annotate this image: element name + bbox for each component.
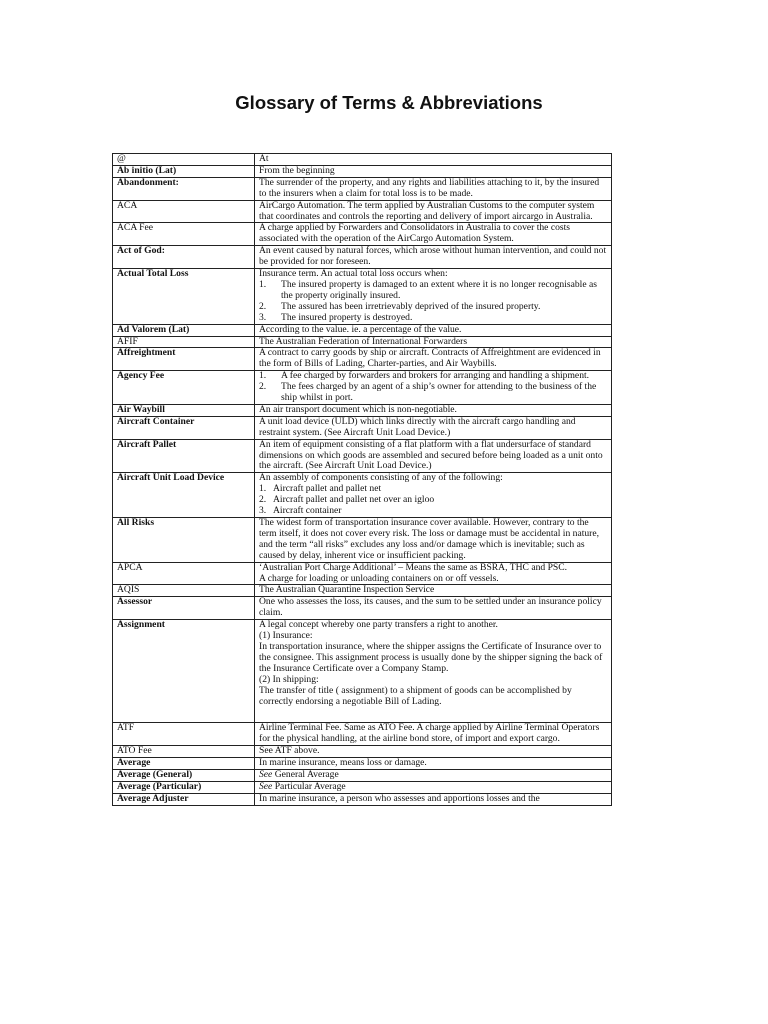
definition-text: From the beginning: [259, 164, 335, 176]
glossary-row: [113, 439, 612, 473]
glossary-term: ATO Fee: [113, 746, 255, 758]
glossary-definition: [255, 416, 612, 439]
glossary-row: [113, 793, 612, 805]
numbered-item: [259, 506, 608, 517]
item-text: The fees charged by an agent of a ship’s owner for attending to the business of the ship whilst in port.: [281, 381, 597, 404]
numbered-item: [259, 382, 608, 404]
glossary-row: [113, 200, 612, 223]
definition-text: [259, 770, 608, 781]
glossary-term: Average Adjuster: [113, 793, 255, 805]
definition-text: One who assesses the loss, its causes, and the sum to be settled under an insurance policy claim.: [259, 596, 602, 619]
glossary-table: [112, 153, 612, 806]
glossary-term: Ad Valorem (Lat): [113, 324, 255, 336]
glossary-row: [113, 165, 612, 177]
definition-text: A contract to carry goods by ship or aircraft. Contracts of Affreightment are evidenced in the form of Bills of Lading, Charter-parties, and Air Waybills.: [259, 347, 601, 370]
definition-text: The transfer of title ( assignment) to a shipment of goods can be accomplished by correctly endorsing a negotiable Bill of Lading.: [259, 684, 572, 707]
glossary-row: [113, 781, 612, 793]
definition-text: The widest form of transportation insurance cover available. However, contrary to the term itself, it does not cover every risk. The loss or damage must be accidental in nature, and the term “all risks” excludes any loss and/or damage which is inevitable; such as caused by delay, inherent vice or insufficient packing.: [259, 517, 600, 561]
definition-text: In marine insurance, a person who assesses and apportions losses and the: [259, 792, 540, 804]
glossary-term: All Risks: [113, 518, 255, 563]
glossary-term: Assessor: [113, 597, 255, 620]
definition-text: A legal concept whereby one party transfers a right to another.: [259, 619, 498, 631]
glossary-row: [113, 758, 612, 770]
glossary-term: ATF: [113, 723, 255, 746]
definition-text: An assembly of components consisting of any of the following:: [259, 472, 503, 484]
glossary-row: [113, 597, 612, 620]
glossary-definition: [255, 177, 612, 200]
glossary-definition: [255, 269, 612, 325]
glossary-term: Average (Particular): [113, 781, 255, 793]
definition-text: At: [259, 153, 269, 164]
glossary-row: [113, 473, 612, 518]
definition-text: In marine insurance, means loss or damage.: [259, 757, 427, 769]
definition-text: AirCargo Automation. The term applied by Australian Customs to the computer system that coordinates and controls the reporting and delivery of import aircargo in Australia.: [259, 199, 595, 222]
glossary-row: [113, 746, 612, 758]
item-text: Aircraft container: [273, 505, 342, 517]
glossary-definition: [255, 723, 612, 746]
glossary-definition: [255, 165, 612, 177]
glossary-row: [113, 246, 612, 269]
glossary-definition: [255, 518, 612, 563]
glossary-term: Abandonment:: [113, 177, 255, 200]
item-text: Aircraft pallet and pallet net over an igloo: [273, 494, 435, 506]
definition-text: See ATF above.: [259, 745, 320, 757]
definition-text: ‘Australian Port Charge Additional’ – Means the same as BSRA, THC and PSC.: [259, 561, 568, 573]
glossary-term: Aircraft Container: [113, 416, 255, 439]
item-number: 2.: [259, 300, 267, 312]
definition-text: The surrender of the property, and any rights and liabilities attaching to it, by the insured to the insurers when a claim for total loss is to be made.: [259, 176, 600, 199]
glossary-row: [113, 562, 612, 585]
glossary-row: [113, 585, 612, 597]
item-text: The insured property is destroyed.: [281, 311, 413, 323]
glossary-row: [113, 223, 612, 246]
page-title: Glossary of Terms & Abbreviations: [235, 92, 543, 113]
glossary-term: Aircraft Pallet: [113, 439, 255, 473]
glossary-term: APCA: [113, 562, 255, 585]
definition-text: (1) Insurance:: [259, 630, 313, 642]
numbered-item: [259, 313, 608, 324]
glossary-row: [113, 770, 612, 782]
definition-text: In transportation insurance, where the shipper assigns the Certificate of Insurance over to the consignee. This assignment process is usually done by the shipper signing the back of the Insurance Certificate over a Company Stamp.: [259, 640, 603, 674]
glossary-term: Act of God:: [113, 246, 255, 269]
definition-text: The Australian Quarantine Inspection Service: [259, 584, 435, 596]
glossary-definition: [255, 620, 612, 723]
definition-text: Airline Terminal Fee. Same as ATO Fee. A charge applied by Airline Terminal Operators for the physical handling, at the airline bond store, of import and export cargo.: [259, 722, 600, 745]
item-number: 3.: [259, 505, 267, 517]
glossary-row: [113, 404, 612, 416]
glossary-term: Air Waybill: [113, 404, 255, 416]
glossary-definition: [255, 585, 612, 597]
glossary-term: Aircraft Unit Load Device: [113, 473, 255, 518]
glossary-term: AQIS: [113, 585, 255, 597]
glossary-definition: [255, 770, 612, 782]
glossary-definition: [255, 336, 612, 348]
glossary-definition: [255, 758, 612, 770]
definition-text: A charge for loading or unloading containers on or off vessels.: [259, 572, 499, 584]
item-number: 3.: [259, 311, 267, 323]
item-number: 1.: [259, 370, 267, 382]
glossary-definition: [255, 404, 612, 416]
glossary-term: ACA: [113, 200, 255, 223]
glossary-definition: [255, 439, 612, 473]
glossary-row: [113, 371, 612, 405]
item-number: 2.: [259, 381, 267, 393]
glossary-term: ACA Fee: [113, 223, 255, 246]
definition-text: An air transport document which is non-negotiable.: [259, 403, 457, 415]
glossary-term: Agency Fee: [113, 371, 255, 405]
glossary-definition: [255, 597, 612, 620]
item-number: 1.: [259, 278, 267, 290]
glossary-definition: [255, 348, 612, 371]
glossary-definition: [255, 154, 612, 166]
glossary-row: [113, 416, 612, 439]
item-text: Aircraft pallet and pallet net: [273, 483, 382, 495]
glossary-definition: [255, 324, 612, 336]
definition-text: According to the value. ie. a percentage of the value.: [259, 323, 462, 335]
definition-text: An event caused by natural forces, which arose without human intervention, and could not be provided for nor foreseen.: [259, 245, 607, 268]
glossary-term: Assignment: [113, 620, 255, 723]
glossary-definition: [255, 246, 612, 269]
glossary-row: [113, 723, 612, 746]
glossary-term: AFIF: [113, 336, 255, 348]
definition-text: [259, 782, 608, 793]
glossary-row: [113, 620, 612, 723]
glossary-row: [113, 269, 612, 325]
glossary-term: Affreightment: [113, 348, 255, 371]
definition-text: An item of equipment consisting of a flat platform with a flat undersurface of standard dimensions on which goods are assembled and secured before being loaded as a unit onto the aircraft. (See Aircraft Unit Load Device.): [259, 438, 603, 472]
glossary-row: [113, 154, 612, 166]
glossary-definition: [255, 473, 612, 518]
glossary-definition: [255, 223, 612, 246]
glossary-row: [113, 348, 612, 371]
definition-text: (2) In shipping:: [259, 673, 319, 685]
see-reference: See: [259, 769, 273, 781]
definition-text: Insurance term. An actual total loss occurs when:: [259, 268, 448, 280]
see-target: General Average: [272, 769, 339, 781]
glossary-definition: [255, 371, 612, 405]
glossary-term: Ab initio (Lat): [113, 165, 255, 177]
glossary-row: [113, 324, 612, 336]
glossary-row: [113, 518, 612, 563]
glossary-definition: [255, 746, 612, 758]
definition-text: A unit load device (ULD) which links directly with the aircraft cargo handling and restraint system. (See Aircraft Unit Load Device.): [259, 415, 576, 438]
numbered-item: [259, 280, 608, 302]
glossary-definition: [255, 562, 612, 585]
see-reference: See: [259, 780, 273, 792]
see-target: Particular Average: [272, 780, 346, 792]
definition-text: A charge applied by Forwarders and Consolidators in Australia to cover the costs associated with the operation of the AirCargo Automation System.: [259, 222, 571, 245]
item-text: The insured property is damaged to an extent where it is no longer recognisable as the property originally insured.: [281, 278, 597, 301]
glossary-definition: [255, 781, 612, 793]
glossary-term: Average: [113, 758, 255, 770]
glossary-term: Average (General): [113, 770, 255, 782]
definition-text: The Australian Federation of International Forwarders: [259, 335, 468, 347]
glossary-definition: [255, 200, 612, 223]
item-text: The assured has been irretrievably deprived of the insured property.: [281, 300, 541, 312]
glossary-term: Actual Total Loss: [113, 269, 255, 325]
item-number: 2.: [259, 494, 267, 506]
glossary-term: @: [113, 154, 255, 166]
glossary-row: [113, 336, 612, 348]
glossary-row: [113, 177, 612, 200]
item-number: 1.: [259, 483, 267, 495]
item-text: A fee charged by forwarders and brokers for arranging and handling a shipment.: [281, 370, 590, 382]
glossary-definition: [255, 793, 612, 805]
